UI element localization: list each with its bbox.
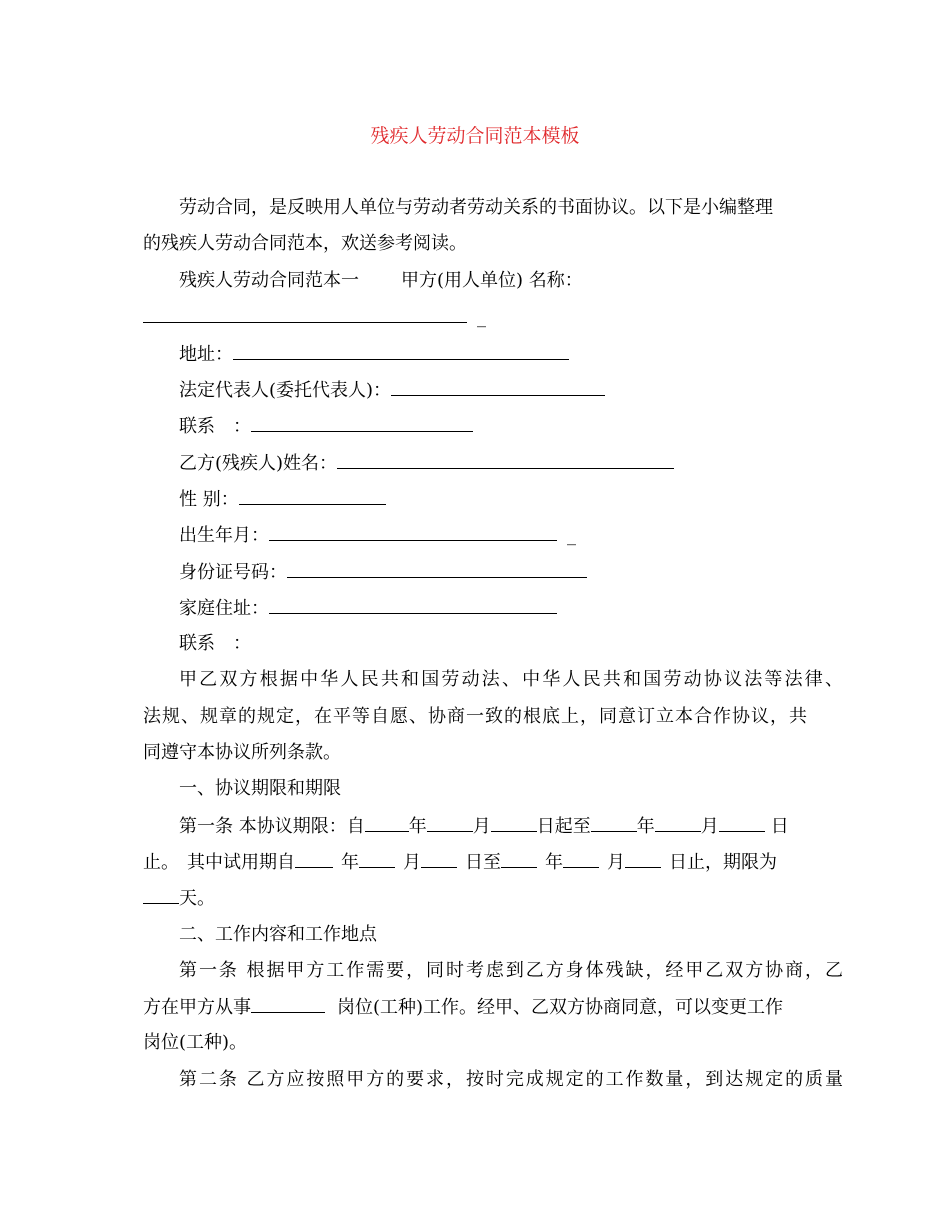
article-2-line-1: 第二条 乙方应按照甲方的要求，按时完成规定的工作数量，到达规定的质量 (179, 1069, 843, 1090)
home-address-label: 家庭住址： (179, 598, 269, 619)
id-number-label: 身份证号码： (179, 562, 287, 583)
document-title: 残疾人劳动合同范本模板 (370, 125, 580, 147)
unit-year-4: 年 (545, 852, 563, 873)
probation-prefix: 其中试用期自 (187, 852, 295, 873)
probation-line (143, 849, 807, 876)
article-1b-line-1: 第一条 根据甲方工作需要，同时考虑到乙方身体残缺，经甲乙双方协商，乙 (179, 960, 843, 981)
unit-month-4: 月 (607, 852, 625, 873)
id-number-field (143, 559, 843, 586)
address-label: 地址： (179, 344, 233, 365)
article-1b-line-3: 岗位(工种)。 (143, 1032, 248, 1053)
intro-line-1: 劳动合同，是反映用人单位与劳动者劳动关系的书面协议。以下是小编整理 (179, 197, 773, 218)
party-a-name-blank-line (143, 304, 807, 331)
birth-label: 出生年月： (179, 525, 269, 546)
sample-heading: 残疾人劳动合同范本一 (179, 270, 359, 291)
party-b-name-label: 乙方(残疾人)姓名： (179, 453, 338, 474)
unit-year-2: 年 (636, 816, 655, 837)
probation-end-day-blank[interactable] (625, 849, 661, 868)
party-b-name-blank[interactable] (337, 450, 674, 469)
party-a-name-blank[interactable] (143, 304, 467, 323)
start-year-blank[interactable] (365, 813, 409, 832)
birth-field (143, 522, 843, 549)
legal-rep-blank[interactable] (391, 377, 605, 396)
gender-field (143, 486, 843, 513)
preamble-line-2: 法规、规章的规定，在平等自愿、协商一致的根底上，同意订立本合作协议，共 (143, 706, 807, 727)
home-address-field (143, 595, 843, 622)
position-blank[interactable] (251, 994, 325, 1013)
unit-month: 月 (472, 816, 491, 837)
party-b-name-field (143, 450, 843, 477)
unit-day-from: 日起至 (536, 816, 591, 837)
probation-end-year-blank[interactable] (501, 849, 537, 868)
birth-blank[interactable] (269, 522, 557, 541)
contact-a-blank[interactable] (251, 413, 473, 432)
sample-heading-line (143, 268, 843, 294)
days-end: 天。 (179, 888, 215, 909)
birth-underscore-tail: _ (567, 525, 576, 546)
term-stop: 止。 (143, 852, 179, 873)
address-blank[interactable] (233, 341, 569, 360)
address-field (143, 341, 843, 368)
end-year-blank[interactable] (591, 813, 637, 832)
probation-days-line (143, 885, 807, 912)
probation-start-month-blank[interactable] (359, 849, 395, 868)
day-stop-period: 日止，期限为 (669, 852, 777, 873)
probation-start-day-blank[interactable] (421, 849, 457, 868)
end-month-blank[interactable] (655, 813, 701, 832)
day-to: 日至 (465, 852, 501, 873)
probation-start-year-blank[interactable] (295, 849, 333, 868)
gender-label: 性 别： (179, 489, 239, 510)
article-1b-line-2 (143, 994, 807, 1021)
unit-year-3: 年 (341, 852, 359, 873)
gender-blank[interactable] (239, 486, 386, 505)
unit-day-end: 日 (770, 816, 789, 837)
legal-rep-field (143, 377, 843, 404)
start-month-blank[interactable] (427, 813, 473, 832)
legal-rep-label: 法定代表人(委托代表人)： (179, 380, 392, 401)
unit-month-3: 月 (403, 852, 421, 873)
probation-days-blank[interactable] (143, 885, 179, 904)
probation-end-month-blank[interactable] (563, 849, 599, 868)
section-2-heading: 二、工作内容和工作地点 (179, 924, 377, 945)
end-day-blank[interactable] (719, 813, 765, 832)
contact-b-field (143, 631, 843, 657)
contact-a-label: 联系 ： (179, 416, 251, 437)
contact-b-label: 联系 ： (179, 633, 251, 654)
article-1b-line-2-a: 方在甲方从事 (143, 997, 251, 1018)
home-address-blank[interactable] (269, 595, 557, 614)
unit-year: 年 (408, 816, 427, 837)
unit-month-2: 月 (700, 816, 719, 837)
article-1b-line-2-b: 岗位(工种)工作。经甲、乙双方协商同意，可以变更工作 (337, 997, 784, 1018)
preamble-line-1: 甲乙双方根据中华人民共和国劳动法、中华人民共和国劳动协议法等法律、 (179, 669, 843, 690)
party-a-name-label: 甲方(用人单位) 名称： (401, 270, 583, 291)
article-1-prefix: 第一条 本协议期限：自 (179, 816, 365, 837)
id-number-blank[interactable] (287, 559, 587, 578)
underscore-tail: _ (477, 307, 486, 328)
preamble-line-3: 同遵守本协议所列条款。 (143, 742, 341, 763)
section-1-heading: 一、协议期限和期限 (179, 778, 341, 799)
article-1-term-line (143, 813, 843, 840)
start-day-blank[interactable] (491, 813, 537, 832)
intro-line-2: 的残疾人劳动合同范本，欢送参考阅读。 (143, 233, 467, 254)
contact-a-field (143, 413, 843, 440)
